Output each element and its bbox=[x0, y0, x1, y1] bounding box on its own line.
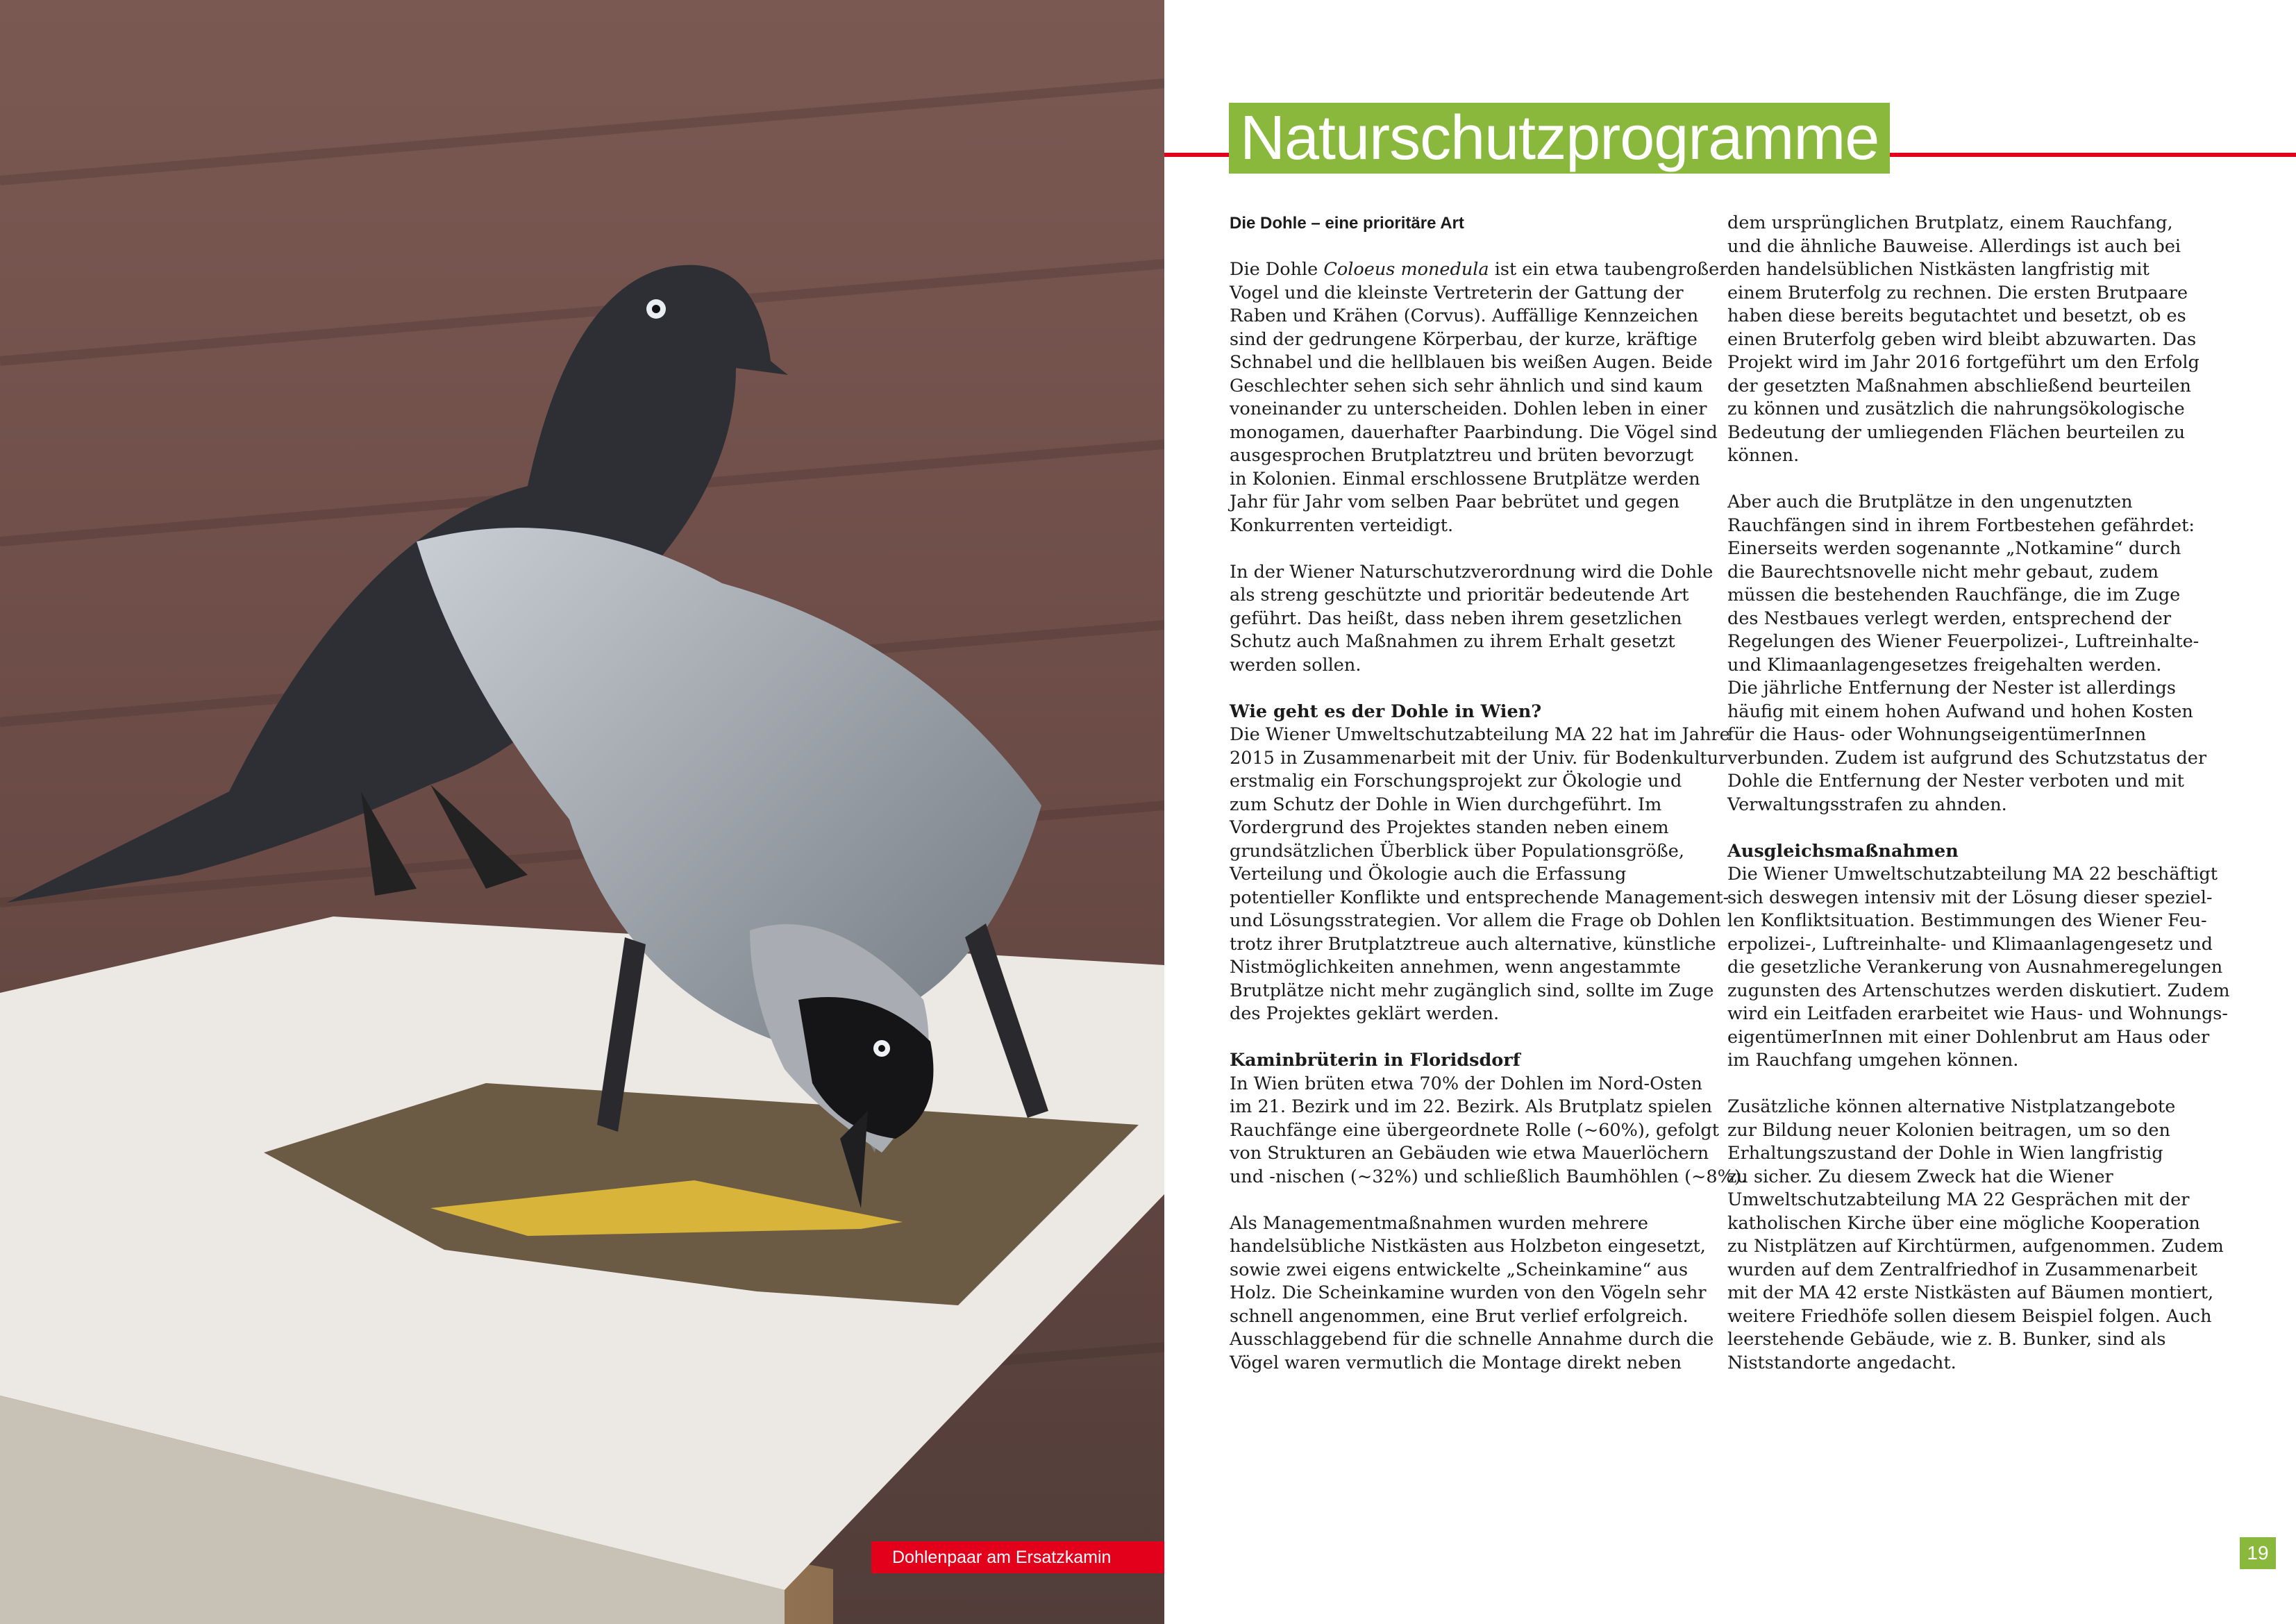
text-line: Konkurrenten verteidigt. bbox=[1230, 514, 1454, 536]
text-line: können. bbox=[1727, 445, 1800, 466]
text-line: Holz. Die Scheinkamine wurden von den Vögeln sehr bbox=[1230, 1282, 1707, 1303]
paragraph bbox=[1727, 863, 2230, 1073]
text-line: Einerseits werden sogenannte „Notkamine“ durch bbox=[1727, 538, 2181, 559]
text-line: Geschlechter sehen sich sehr ähnlich und sind kaum bbox=[1230, 375, 1703, 396]
text-line: Aber auch die Brutplätze in den ungenutzten bbox=[1727, 492, 2133, 512]
text-line: verbunden. Zudem ist aufgrund des Schutzstatus der bbox=[1727, 747, 2207, 769]
text-line: Schutz auch Maßnahmen zu ihrem Erhalt gesetzt bbox=[1230, 631, 1675, 652]
text-line: sich deswegen intensiv mit der Lösung dieser speziel- bbox=[1727, 887, 2213, 908]
text-line: einem Bruterfolg zu rechnen. Die ersten Brutpaare bbox=[1727, 282, 2188, 303]
text-line: und die ähnliche Bauweise. Allerdings ist auch bei bbox=[1727, 235, 2181, 257]
text-line: Verteilung und Ökologie auch die Erfassung bbox=[1230, 864, 1627, 885]
text-line: Projekt wird im Jahr 2016 fortgeführt um den Erfolg bbox=[1727, 352, 2199, 373]
text-line: des Nestbaues verlegt werden, entsprechend der bbox=[1727, 608, 2172, 629]
text-line: In der Wiener Naturschutzverordnung wird die Dohle bbox=[1230, 561, 1713, 583]
text-line: erstmalig ein Forschungsprojekt zur Ökologie und bbox=[1230, 771, 1682, 792]
text-line: Vogel und die kleinste Vertreterin der Gattung der bbox=[1230, 282, 1684, 303]
text-line: Verwaltungsstrafen zu ahnden. bbox=[1727, 794, 2007, 815]
text-line: grundsätzlichen Überblick über Populationsgröße, bbox=[1230, 840, 1684, 862]
text-line: schnell angenommen, eine Brut verlief erfolgreich. bbox=[1230, 1305, 1689, 1327]
text-line: den handelsüblichen Nistkästen langfristig mit bbox=[1727, 259, 2150, 280]
paragraph bbox=[1727, 1096, 2224, 1375]
text-line: katholischen Kirche über eine mögliche Kooperation bbox=[1727, 1212, 2200, 1234]
text-line: und Lösungsstrategien. Vor allem die Frage ob Dohlen bbox=[1230, 910, 1721, 931]
text-line: leerstehende Gebäude, wie z. B. Bunker, sind als bbox=[1727, 1329, 2166, 1350]
text-line: Rauchfänge eine übergeordnete Rolle (~60%), gefolgt bbox=[1230, 1119, 1719, 1141]
paragraph bbox=[1230, 1212, 1714, 1375]
text-line: Die Dohle Coloeus monedula ist ein etwa taubengroßer bbox=[1230, 259, 1728, 280]
text-line: Bedeutung der umliegenden Flächen beurteilen zu bbox=[1727, 421, 2186, 443]
text-line: Dohle die Entfernung der Nester verboten und mit bbox=[1727, 771, 2184, 792]
paragraph bbox=[1230, 723, 1730, 1026]
text-line: von Strukturen an Gebäuden wie etwa Mauerlöchern bbox=[1230, 1143, 1709, 1164]
text-line: Rauchfängen sind in ihrem Fortbestehen gefährdet: bbox=[1727, 514, 2195, 536]
text-line: eigentümerInnen mit einer Dohlenbrut am Haus oder bbox=[1727, 1026, 2210, 1048]
text-line: müssen die bestehenden Rauchfänge, die im Zuge bbox=[1727, 585, 2181, 605]
section-heading: Die Dohle – eine prioritäre Art bbox=[1230, 214, 1464, 233]
text-line: Umweltschutzabteilung MA 22 Gesprächen mit der bbox=[1727, 1189, 2190, 1210]
text-line: einen Bruterfolg geben wird bleibt abzuwarten. Das bbox=[1727, 328, 2197, 350]
text-line: wird ein Leitfaden erarbeitet wie Haus- und Wohnungs- bbox=[1727, 1003, 2228, 1024]
text-line: erpolizei-, Luftreinhalte- und Klimaanlagengesetz und bbox=[1727, 933, 2213, 955]
text-line: zur Bildung neuer Kolonien beitragen, um so den bbox=[1727, 1119, 2170, 1141]
page-title: Naturschutzprogramme bbox=[1229, 103, 1890, 174]
text-line: Vordergrund des Projektes standen neben einem bbox=[1230, 817, 1669, 838]
paragraph bbox=[1727, 212, 2206, 468]
text-line: monogamen, dauerhafter Paarbindung. Die Vögel sind bbox=[1230, 421, 1718, 443]
text-line: dem ursprünglichen Brutplatz, einem Rauchfang, bbox=[1727, 212, 2173, 233]
text-line: Vögel waren vermutlich die Montage direkt neben bbox=[1230, 1352, 1682, 1373]
text-line: Ausschlaggebend für die schnelle Annahme durch die bbox=[1230, 1329, 1714, 1350]
text-line: häufig mit einem hohen Aufwand und hohen Kosten bbox=[1727, 701, 2193, 722]
text-line: Jahr für Jahr vom selben Paar bebrütet und gegen bbox=[1230, 492, 1680, 512]
section-heading: Kaminbrüterin in Floridsdorf bbox=[1230, 1050, 1520, 1071]
text-line: Als Managementmaßnahmen wurden mehrere bbox=[1230, 1212, 1648, 1234]
text-line: haben diese bereits begutachtet und besetzt, ob es bbox=[1727, 305, 2186, 326]
text-line: Niststandorte angedacht. bbox=[1727, 1352, 1956, 1373]
text-line: die gesetzliche Verankerung von Ausnahmeregelungen bbox=[1727, 957, 2223, 978]
section-heading: Wie geht es der Dohle in Wien? bbox=[1230, 701, 1542, 722]
text-line: potentieller Konflikte und entsprechende Management- bbox=[1230, 887, 1729, 908]
text-line: im 21. Bezirk und im 22. Bezirk. Als Brutplatz spielen bbox=[1230, 1096, 1713, 1117]
text-line: zugunsten des Artenschutzes werden diskutiert. Zudem bbox=[1727, 980, 2230, 1001]
text-line: Brutplätze nicht mehr zugänglich sind, sollte im Zuge bbox=[1230, 980, 1714, 1001]
text-line: werden sollen. bbox=[1230, 654, 1361, 676]
text-line: für die Haus- oder WohnungseigentümerInnen bbox=[1727, 724, 2147, 745]
text-line: zu Nistplätzen auf Kirchtürmen, aufgenommen. Zudem bbox=[1727, 1236, 2224, 1257]
text-line: 2015 in Zusammenarbeit mit der Univ. für Bodenkultur bbox=[1230, 747, 1727, 769]
text-line: im Rauchfang umgehen können. bbox=[1727, 1050, 2019, 1071]
text-line: handelsübliche Nistkästen aus Holzbeton eingesetzt, bbox=[1230, 1236, 1706, 1257]
text-column-left bbox=[1230, 212, 1747, 1375]
text-line: wurden auf dem Zentralfriedhof in Zusammenarbeit bbox=[1727, 1259, 2197, 1280]
text-line: trotz ihrer Brutplatztreue auch alternative, künstliche bbox=[1230, 933, 1716, 955]
text-line: sowie zwei eigens entwickelte „Scheinkamine“ aus bbox=[1230, 1259, 1689, 1280]
text-line: weitere Friedhöfe sollen diesem Beispiel folgen. Auch bbox=[1727, 1305, 2212, 1327]
text-line: die Baurechtsnovelle nicht mehr gebaut, zudem bbox=[1727, 561, 2159, 583]
text-line: Raben und Krähen (Corvus). Auffällige Kennzeichen bbox=[1230, 305, 1699, 326]
text-line: Schnabel und die hellblauen bis weißen Augen. Beide bbox=[1230, 352, 1713, 373]
text-line: zu sicher. Zu diesem Zweck hat die Wiener bbox=[1727, 1166, 2113, 1187]
text-line: in Kolonien. Einmal erschlossene Brutplätze werden bbox=[1230, 468, 1700, 489]
text-line: zu können und zusätzlich die nahrungsökologische bbox=[1727, 399, 2185, 419]
text-line: Die Wiener Umweltschutzabteilung MA 22 beschäftigt bbox=[1727, 864, 2218, 885]
text-line: Zusätzliche können alternative Nistplatzangebote bbox=[1727, 1096, 2176, 1117]
text-line: Regelungen des Wiener Feuerpolizei-, Luftreinhalte- bbox=[1727, 631, 2199, 652]
text-line: voneinander zu unterscheiden. Dohlen leben in einer bbox=[1230, 399, 1707, 419]
text-line: sind der gedrungene Körperbau, der kurze, kräftige bbox=[1230, 328, 1698, 350]
text-line: Erhaltungszustand der Dohle in Wien langfristig bbox=[1727, 1143, 2163, 1164]
text-line: geführt. Das heißt, dass neben ihrem gesetzlichen bbox=[1230, 608, 1682, 629]
text-line: der gesetzten Maßnahmen abschließend beurteilen bbox=[1727, 375, 2191, 396]
text-line: In Wien brüten etwa 70% der Dohlen im Nord-Osten bbox=[1230, 1073, 1702, 1094]
text-line: zum Schutz der Dohle in Wien durchgeführt. Im bbox=[1230, 794, 1662, 815]
text-line: des Projektes geklärt werden. bbox=[1230, 1003, 1500, 1024]
paragraph bbox=[1727, 491, 2206, 817]
text-line: ausgesprochen Brutplatztreu und brüten bevorzugt bbox=[1230, 445, 1694, 466]
paragraph bbox=[1230, 258, 1728, 537]
text-line: und -nischen (~32%) und schließlich Baumhöhlen (~8%). bbox=[1230, 1166, 1747, 1187]
text-line: mit der MA 42 erste Nistkästen auf Bäumen montiert, bbox=[1727, 1282, 2214, 1303]
page-number: 19 bbox=[2240, 1537, 2276, 1569]
text-line: Die Wiener Umweltschutzabteilung MA 22 hat im Jahre bbox=[1230, 724, 1730, 745]
text-line: Die jährliche Entfernung der Nester ist allerdings bbox=[1727, 678, 2176, 698]
text-column-right bbox=[1727, 212, 2230, 1375]
text-line: und Klimaanlagengesetzes freigehalten werden. bbox=[1727, 654, 2162, 676]
text-line: Nistmöglichkeiten annehmen, wenn angestammte bbox=[1230, 957, 1681, 978]
paragraph bbox=[1230, 561, 1713, 678]
paragraph bbox=[1230, 1073, 1747, 1189]
text-line: als streng geschützte und prioritär bedeutende Art bbox=[1230, 585, 1689, 605]
photo-caption: Dohlenpaar am Ersatzkamin bbox=[871, 1541, 1164, 1573]
species-name: Coloeus monedula bbox=[1323, 259, 1489, 280]
text-line: len Konfliktsituation. Bestimmungen des Wiener Feu- bbox=[1727, 910, 2207, 931]
section-heading: Ausgleichsmaßnahmen bbox=[1727, 840, 1959, 862]
